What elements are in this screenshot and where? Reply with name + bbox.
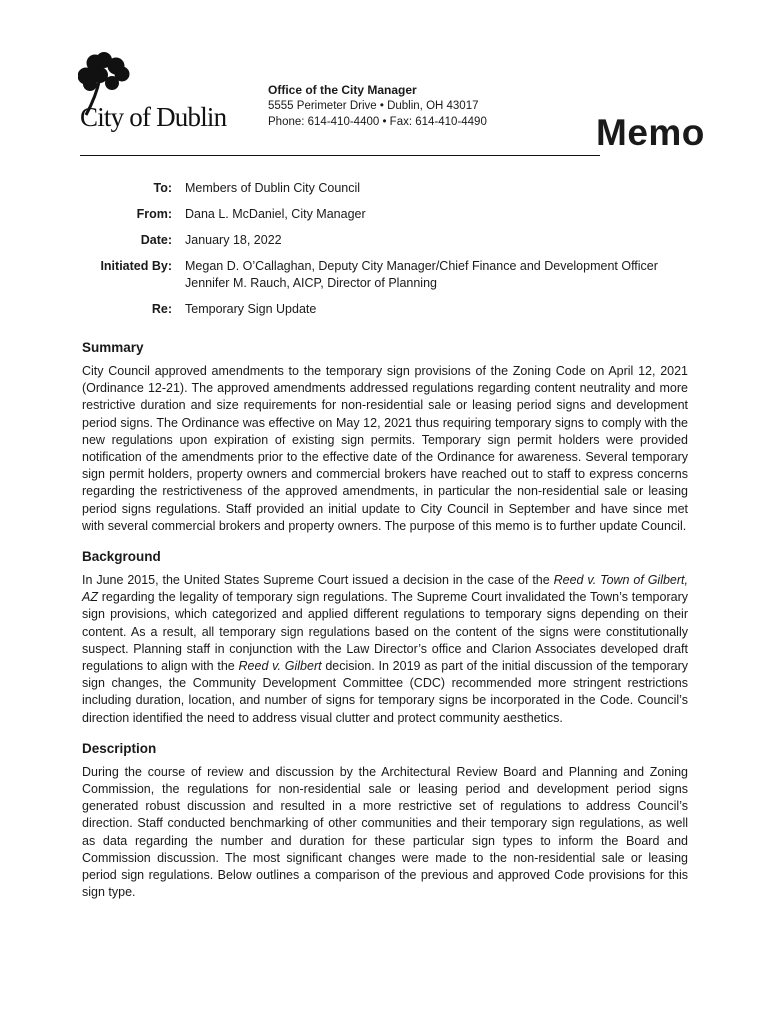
memo-header (80, 180, 720, 327)
to-label: To: (153, 181, 172, 195)
from-row (80, 206, 720, 223)
re-value: Temporary Sign Update (185, 302, 317, 316)
re-row (80, 301, 720, 318)
office-title: Office of the City Manager (268, 83, 417, 97)
background-paragraph (82, 572, 688, 727)
from-value: Dana L. McDaniel, City Manager (185, 207, 366, 221)
case-name-2: Reed v. Gilbert (238, 659, 322, 674)
initiated-line-2: Jennifer M. Rauch, AICP, Director of Planning (185, 276, 437, 290)
to-row (80, 180, 720, 197)
logo-text: City of Dublin (80, 102, 227, 132)
initiated-value (185, 258, 720, 292)
from-label: From: (136, 207, 172, 221)
background-heading: Background (82, 549, 161, 565)
office-block (268, 82, 487, 130)
initiated-row (80, 258, 720, 292)
initiated-line-1: Megan D. O’Callaghan, Deputy City Manager/Chief Finance and Development Officer (185, 259, 658, 273)
case-name-1: Reed v. Town of Gilbert, AZ (82, 573, 688, 605)
memo-title: Memo (596, 112, 705, 153)
initiated-label: Initiated By: (100, 259, 172, 273)
office-address: 5555 Perimeter Drive • Dublin, OH 43017 (268, 100, 479, 112)
description-heading: Description (82, 740, 157, 756)
summary-heading: Summary (82, 340, 144, 355)
office-phone: Phone: 614-410-4400 • Fax: 614-410-4490 (268, 116, 487, 128)
header-divider (80, 155, 600, 156)
description-paragraph: During the course of review and discussion by the Architectural Review Board and Planning and Zoning Commission, the regulations for non-residential sale or leasing period and development period signs generated robust discussion and resulted in a more restrictive set of regulations to address Council’s direction. Staff conducted benchmarking of other communities and their temporary sign regulations, as well as data regarding the number and duration for these particular sign types to inform the Board and Commission discussion. The most significant changes were made to the non-residential sale or leasing period sign regulations. Below outlines a comparison of the previous and approved Code provisions for this sign type. (82, 764, 688, 900)
date-label: Date: (140, 233, 172, 247)
background-text-1: In June 2015, the United States Supreme Court issued a decision in the case of the (82, 573, 554, 588)
city-logo (74, 52, 249, 132)
background-text-3: decision. In 2019 as part of the initial discussion of the temporary sign changes, the Community Development Committee (CDC) recommended more stringent restrictions including duration, location, and number of signs for temporary signs be incorporated in the Code. Council’s direction identified the need to address visual clutter and protect community aesthetics. (82, 659, 688, 725)
date-row (80, 232, 720, 249)
re-label: Re: (151, 302, 172, 316)
background-text-2: regarding the legality of temporary sign regulations. The Supreme Court invalidated the Town’s temporary sign provisions, which categorized and applied different regulations to temporary signs depending on their content. As a result, all temporary sign regulations based on the content of the signs were constitutionally suspect. Planning staff in conjunction with the Law Director’s office and Clarion Associates developed draft regulations to align with the (82, 590, 688, 674)
date-value: January 18, 2022 (185, 233, 282, 247)
summary-paragraph: City Council approved amendments to the temporary sign provisions of the Zoning Code on April 12, 2021 (Ordinance 12-21). The approved amendments addressed regulations regarding content neutrality and more restrictive duration and size requirements for non-residential sale or leasing period signs and development period signs. The Ordinance was effective on May 12, 2021 thus requiring temporary signs to comply with the new regulations upon expiration of existing sign permits. Temporary sign permit holders were provided notification of the amendments prior to the effective date of the Ordinance for awareness. Several temporary sign permit holders, property owners and commercial brokers have reached out to staff to express concerns regarding the restrictiveness of the approved amendments, in particular the non-residential sale or leasing period signs regulations. Staff provided an initial update to City Council in September and have since met with several commercial brokers and property owners. The purpose of this memo is to further update Council. (82, 364, 688, 533)
to-value: Members of Dublin City Council (185, 181, 361, 195)
memo-body (82, 340, 688, 915)
